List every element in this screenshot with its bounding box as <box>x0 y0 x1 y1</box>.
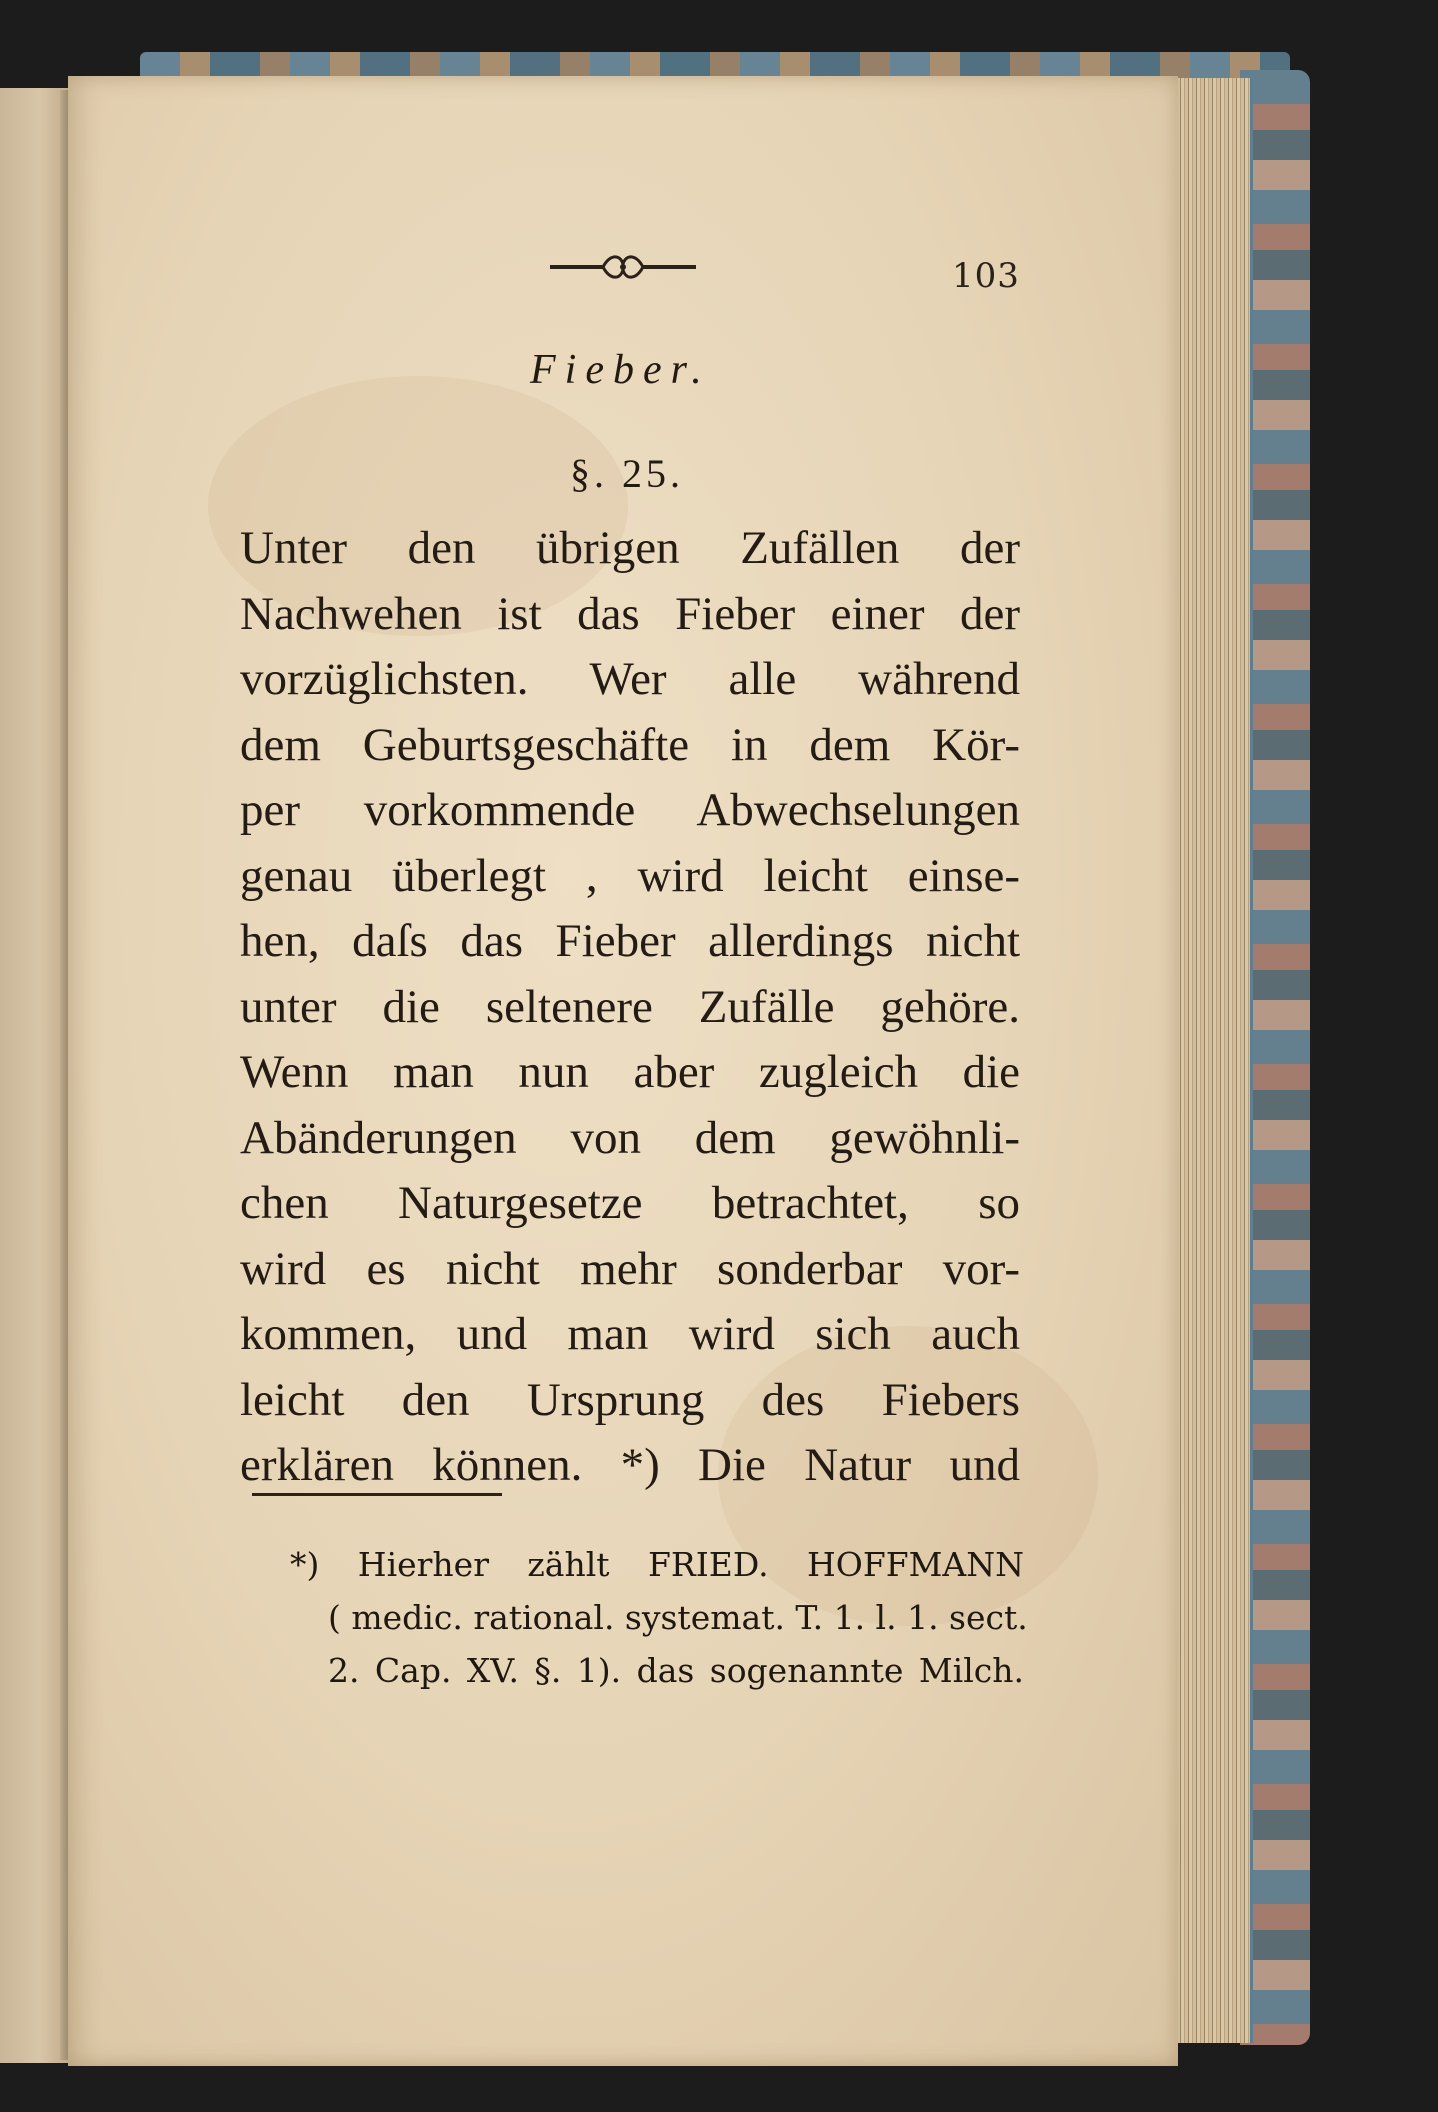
text-line: chen Naturgesetze betrachtet, so <box>240 1177 1020 1229</box>
text-line: Wenn man nun aber zugleich die <box>240 1046 1020 1098</box>
text-line: dem Geburtsgeschäfte in dem Kör- <box>240 718 1020 771</box>
text-line: hen, daſs das Fieber allerdings nicht <box>240 915 1020 967</box>
text-line: unter die seltenere Zufälle gehöre. <box>240 980 1020 1033</box>
text-line: Abänderungen von dem gewöhnli- <box>240 1111 1020 1164</box>
footnote-line: ( medic. rational. systemat. T. 1. l. 1. sect. <box>328 1598 1028 1637</box>
section-heading: §. 25. <box>570 451 684 496</box>
text-line: leicht den Ursprung des Fiebers <box>240 1373 1020 1426</box>
page-number: 103 <box>952 256 1020 296</box>
text-line: erklären können. *) Die Natur und <box>240 1439 1020 1491</box>
text-line: vorzüglichsten. Wer alle während <box>240 653 1020 705</box>
footnote-divider <box>252 1493 502 1496</box>
footnote-line: *) Hierher zählt FRIED. HOFFMANN <box>290 1545 1024 1584</box>
text-line: genau überlegt , wird leicht einse- <box>240 849 1020 902</box>
header-ornament <box>548 252 698 282</box>
chapter-title: Fieber. <box>530 347 711 393</box>
body-text <box>240 516 1020 1499</box>
page-block-edges <box>1165 78 1253 2043</box>
text-line: Nachwehen ist das Fieber einer der <box>240 587 1020 640</box>
text-line: wird es nicht mehr sonderbar vor- <box>240 1242 1020 1295</box>
text-line: Unter den übrigen Zufällen der <box>240 522 1020 574</box>
text-line: per vorkommende Abwechselungen <box>240 784 1020 836</box>
footnote-line: 2. Cap. XV. §. 1). das sogenannte Milch. <box>328 1651 1024 1690</box>
footnote <box>290 1538 1028 1697</box>
text-line: kommen, und man wird sich auch <box>240 1308 1020 1360</box>
